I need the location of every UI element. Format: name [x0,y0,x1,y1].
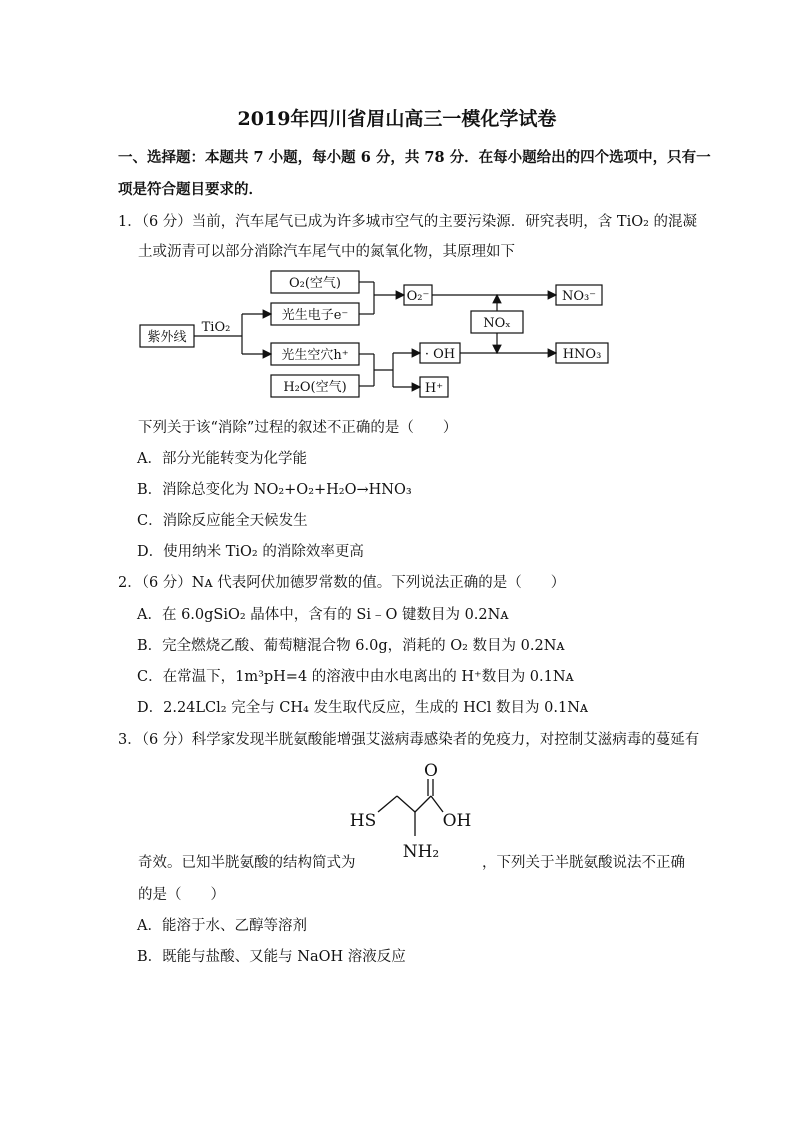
q2-option-b: B．完全燃烧乙酸、葡萄糖混合物 6.0g，消耗的 O₂ 数目为 0.2Nᴀ [137,638,565,654]
q1-option-d: D．使用纳米 TiO₂ 的消除效率更高 [137,544,364,560]
electron-label: 光生电子e⁻ [281,308,349,323]
section-heading-line1: 一、选择题：本题共 7 小题，每小题 6 分，共 78 分．在每小题给出的四个选项中，只有一 [118,149,711,166]
q3-option-a: A．能溶于水、乙醇等溶剂 [137,918,307,934]
carbonyl-o: O [424,761,438,781]
o2-air-label: O₂(空气) [288,276,342,291]
q1-text-line1: 1．（6 分）当前，汽车尾气已成为许多城市空气的主要污染源．研究表明，含 TiO₂ 的混凝 [118,214,698,230]
o2-minus-label: O₂⁻ [406,289,430,304]
q3-text-line1: 3．（6 分）科学家发现半胱氨酸能增强艾滋病毒感染者的免疫力，对控制艾滋病毒的蔓延有 [118,732,700,748]
oh-radical-label: · OH [424,347,456,362]
q3-text-line3: 的是（ ） [138,887,225,903]
photocatalysis-diagram [138,265,618,405]
cysteine-structure [345,760,485,870]
h-plus-label: H⁺ [424,381,444,396]
hno3-label: HNO₃ [562,347,602,362]
q3-option-b: B．既能与盐酸、又能与 NaOH 溶液反应 [137,949,406,965]
q3-text-line2b: ，下列关于半胱氨酸说法不正确 [482,855,685,871]
thiol-hs: HS [349,811,377,831]
q1-stem: 下列关于该“消除”过程的叙述不正确的是（ ） [138,420,458,436]
q2-option-a: A．在 6.0gSiO₂ 晶体中，含有的 Si﹣O 键数目为 0.2Nᴀ [137,607,509,623]
nox-label: NOₓ [483,316,511,331]
q1-option-c: C．消除反应能全天候发生 [137,513,308,529]
q1-text-line2: 土或沥青可以部分消除汽车尾气中的氮氧化物，其原理如下 [138,244,515,260]
q1-option-a: A．部分光能转变为化学能 [137,451,307,467]
q1-option-b: B．消除总变化为 NO₂+O₂+H₂O→HNO₃ [137,482,412,498]
q2-option-c: C．在常温下，1m³pH=4 的溶液中由水电离出的 H⁺数目为 0.1Nᴀ [137,669,574,685]
uv-label: 紫外线 [147,330,187,345]
hole-label: 光生空穴h⁺ [281,348,349,363]
section-heading-line2: 项是符合题目要求的． [118,181,263,198]
q2-stem: 2．（6 分）Nᴀ 代表阿伏加德罗常数的值。下列说法正确的是（ ） [118,575,566,591]
q3-text-line2a: 奇效。已知半胱氨酸的结构简式为 [138,855,356,871]
hydroxyl-oh: OH [442,811,472,831]
amino-nh2: NH₂ [402,842,440,862]
page-title: 2019年四川省眉山高三一模化学试卷 [237,108,557,130]
no3-label: NO₃⁻ [561,289,597,304]
tio2-label: TiO₂ [201,320,231,335]
q2-option-d: D．2.24LCl₂ 完全与 CH₄ 发生取代反应，生成的 HCl 数目为 0.1Nᴀ [137,700,589,716]
h2o-air-label: H₂O(空气) [283,380,347,395]
